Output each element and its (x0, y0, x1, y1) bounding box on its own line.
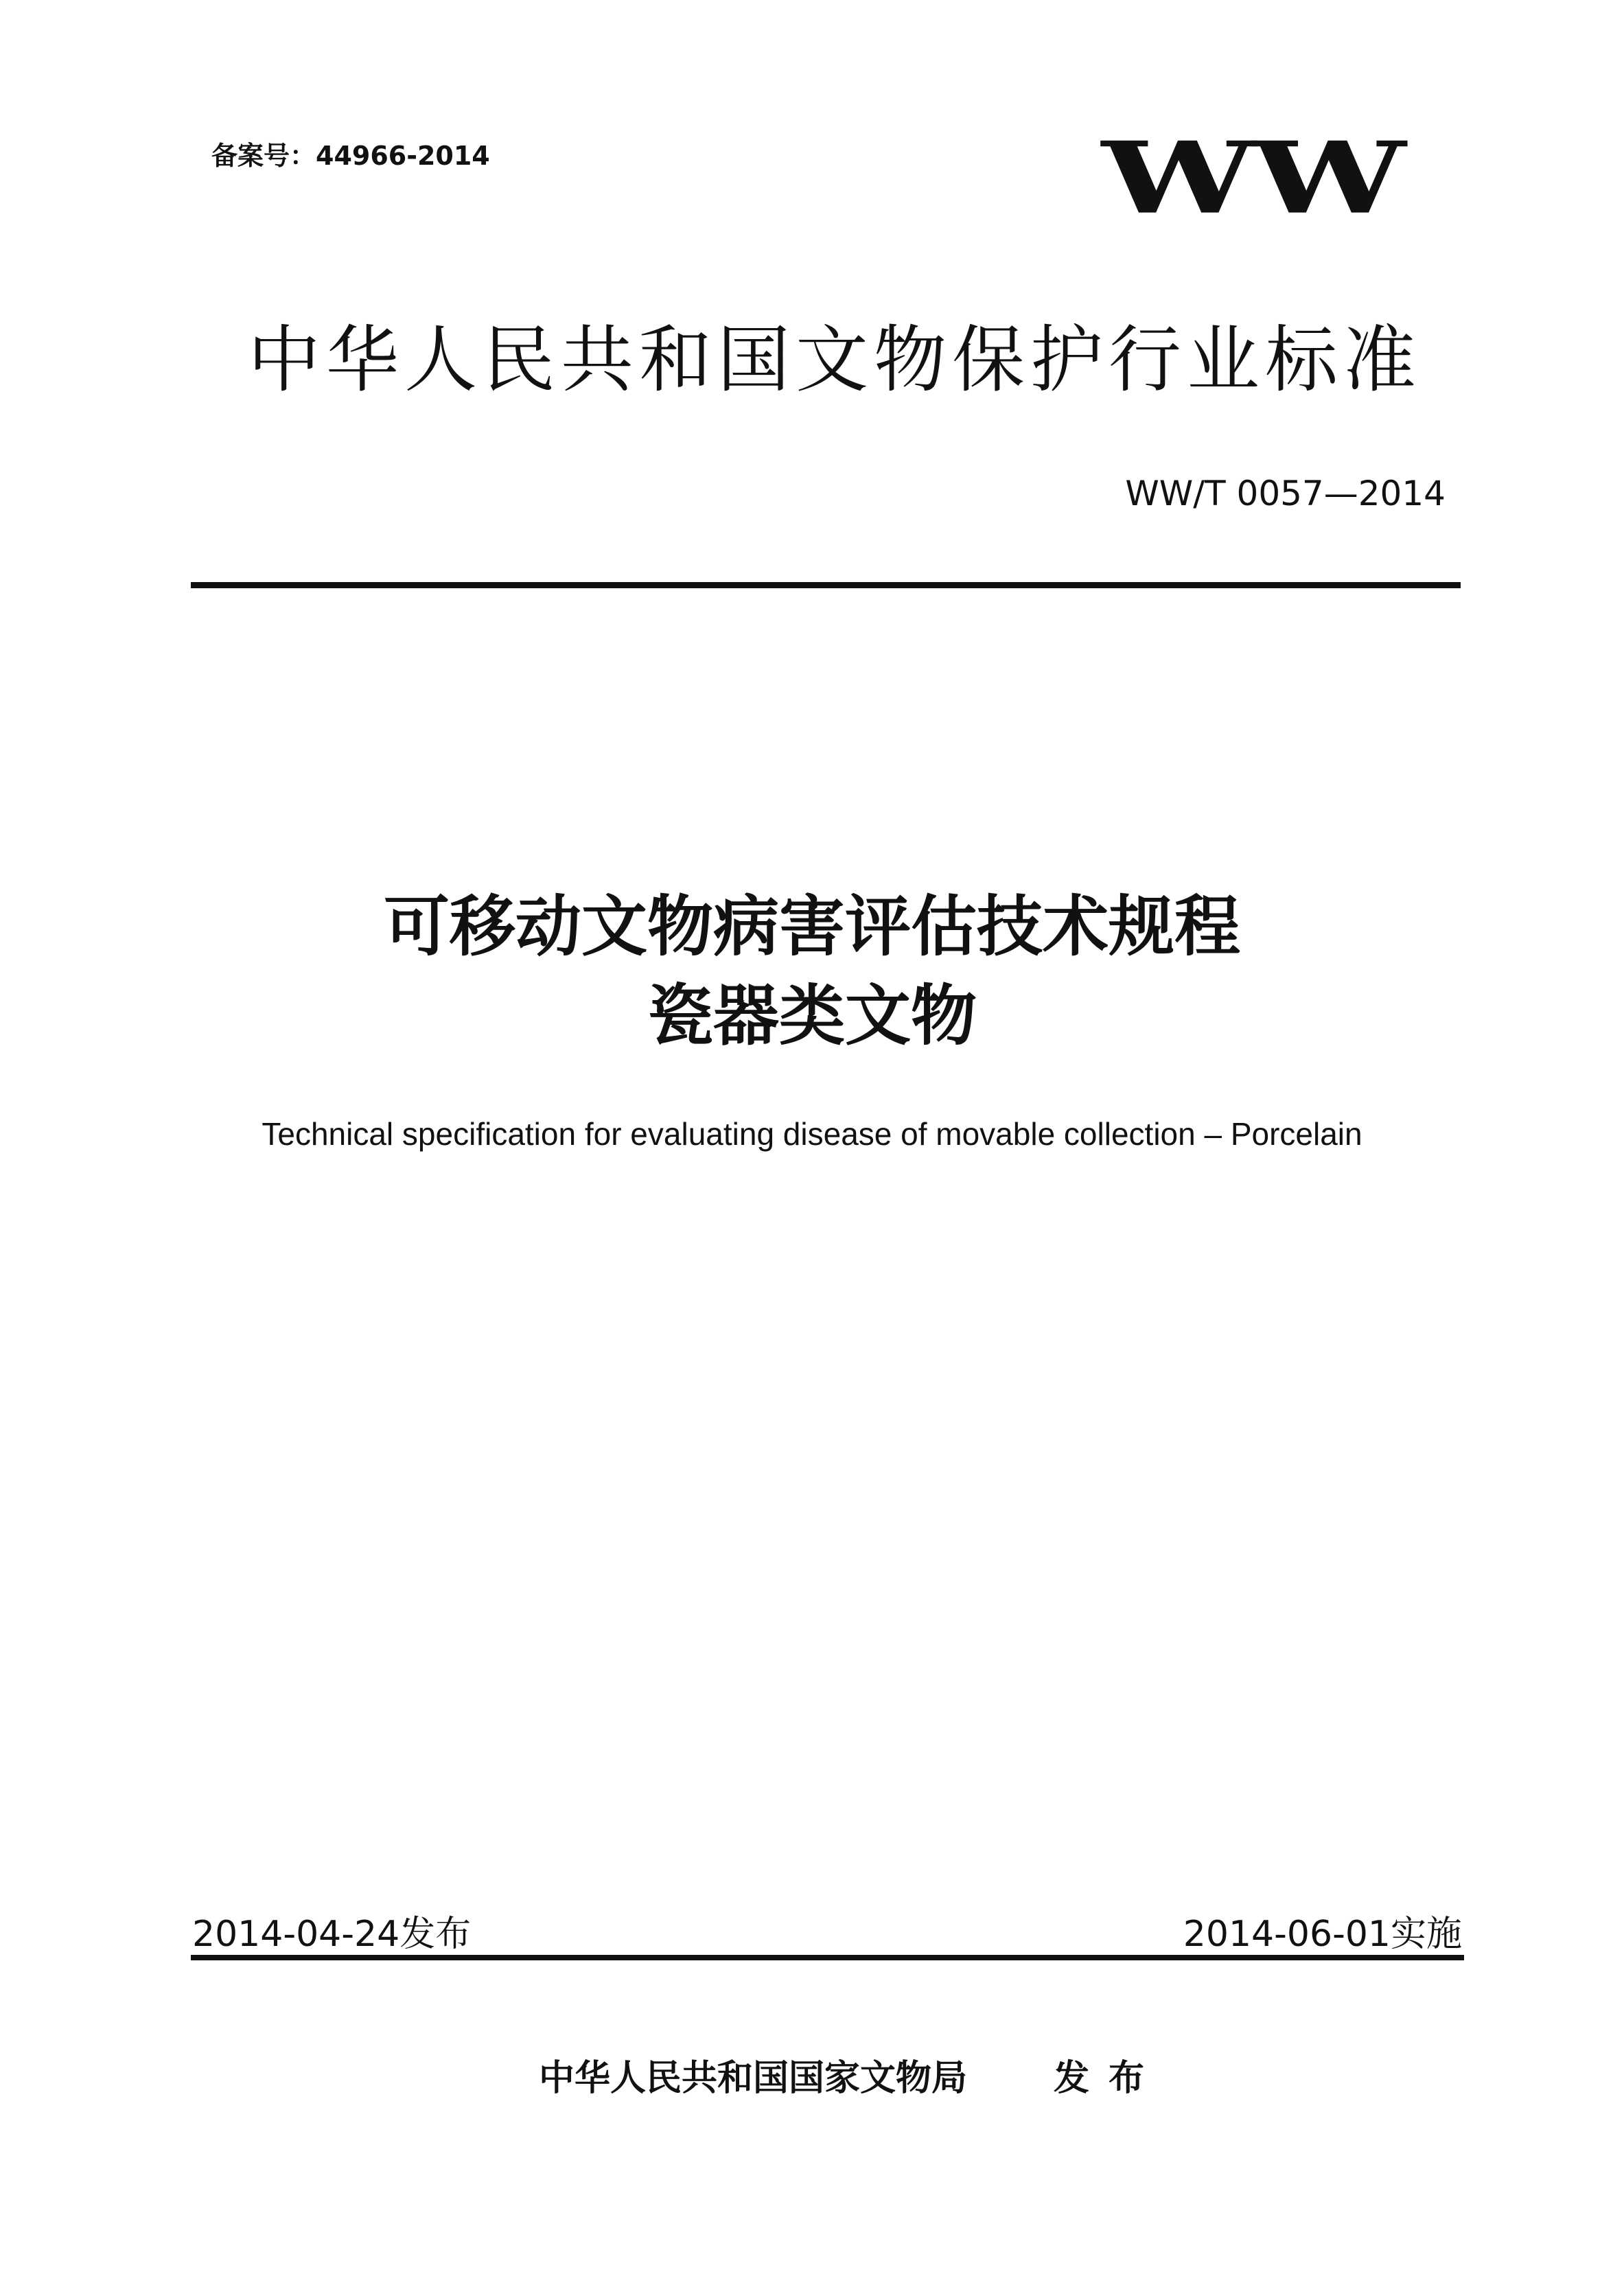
implementation-date: 2014-06-01实施 (1183, 1914, 1462, 1955)
issue-date: 2014-04-24发布 (192, 1914, 472, 1955)
filing-number: 备案号：44966-2014 (211, 141, 490, 171)
document-subtitle: 瓷器类文物 (647, 977, 977, 1054)
document-title-english: Technical specification for evaluating disease of movable collection – Porcelain (262, 1116, 1362, 1152)
document-title: 可移动文物病害评估技术规程 (384, 888, 1240, 965)
bottom-divider (191, 1955, 1464, 1960)
publish-label: 发布 (1054, 2058, 1164, 2099)
standard-logo: WW (1102, 120, 1402, 237)
top-divider (191, 582, 1461, 588)
standard-category-title: 中华人民共和国文物保护行业标准 (248, 318, 1422, 402)
publisher-name: 中华人民共和国国家文物局 (539, 2058, 968, 2099)
standard-number: WW/T 0057—2014 (1125, 474, 1446, 513)
